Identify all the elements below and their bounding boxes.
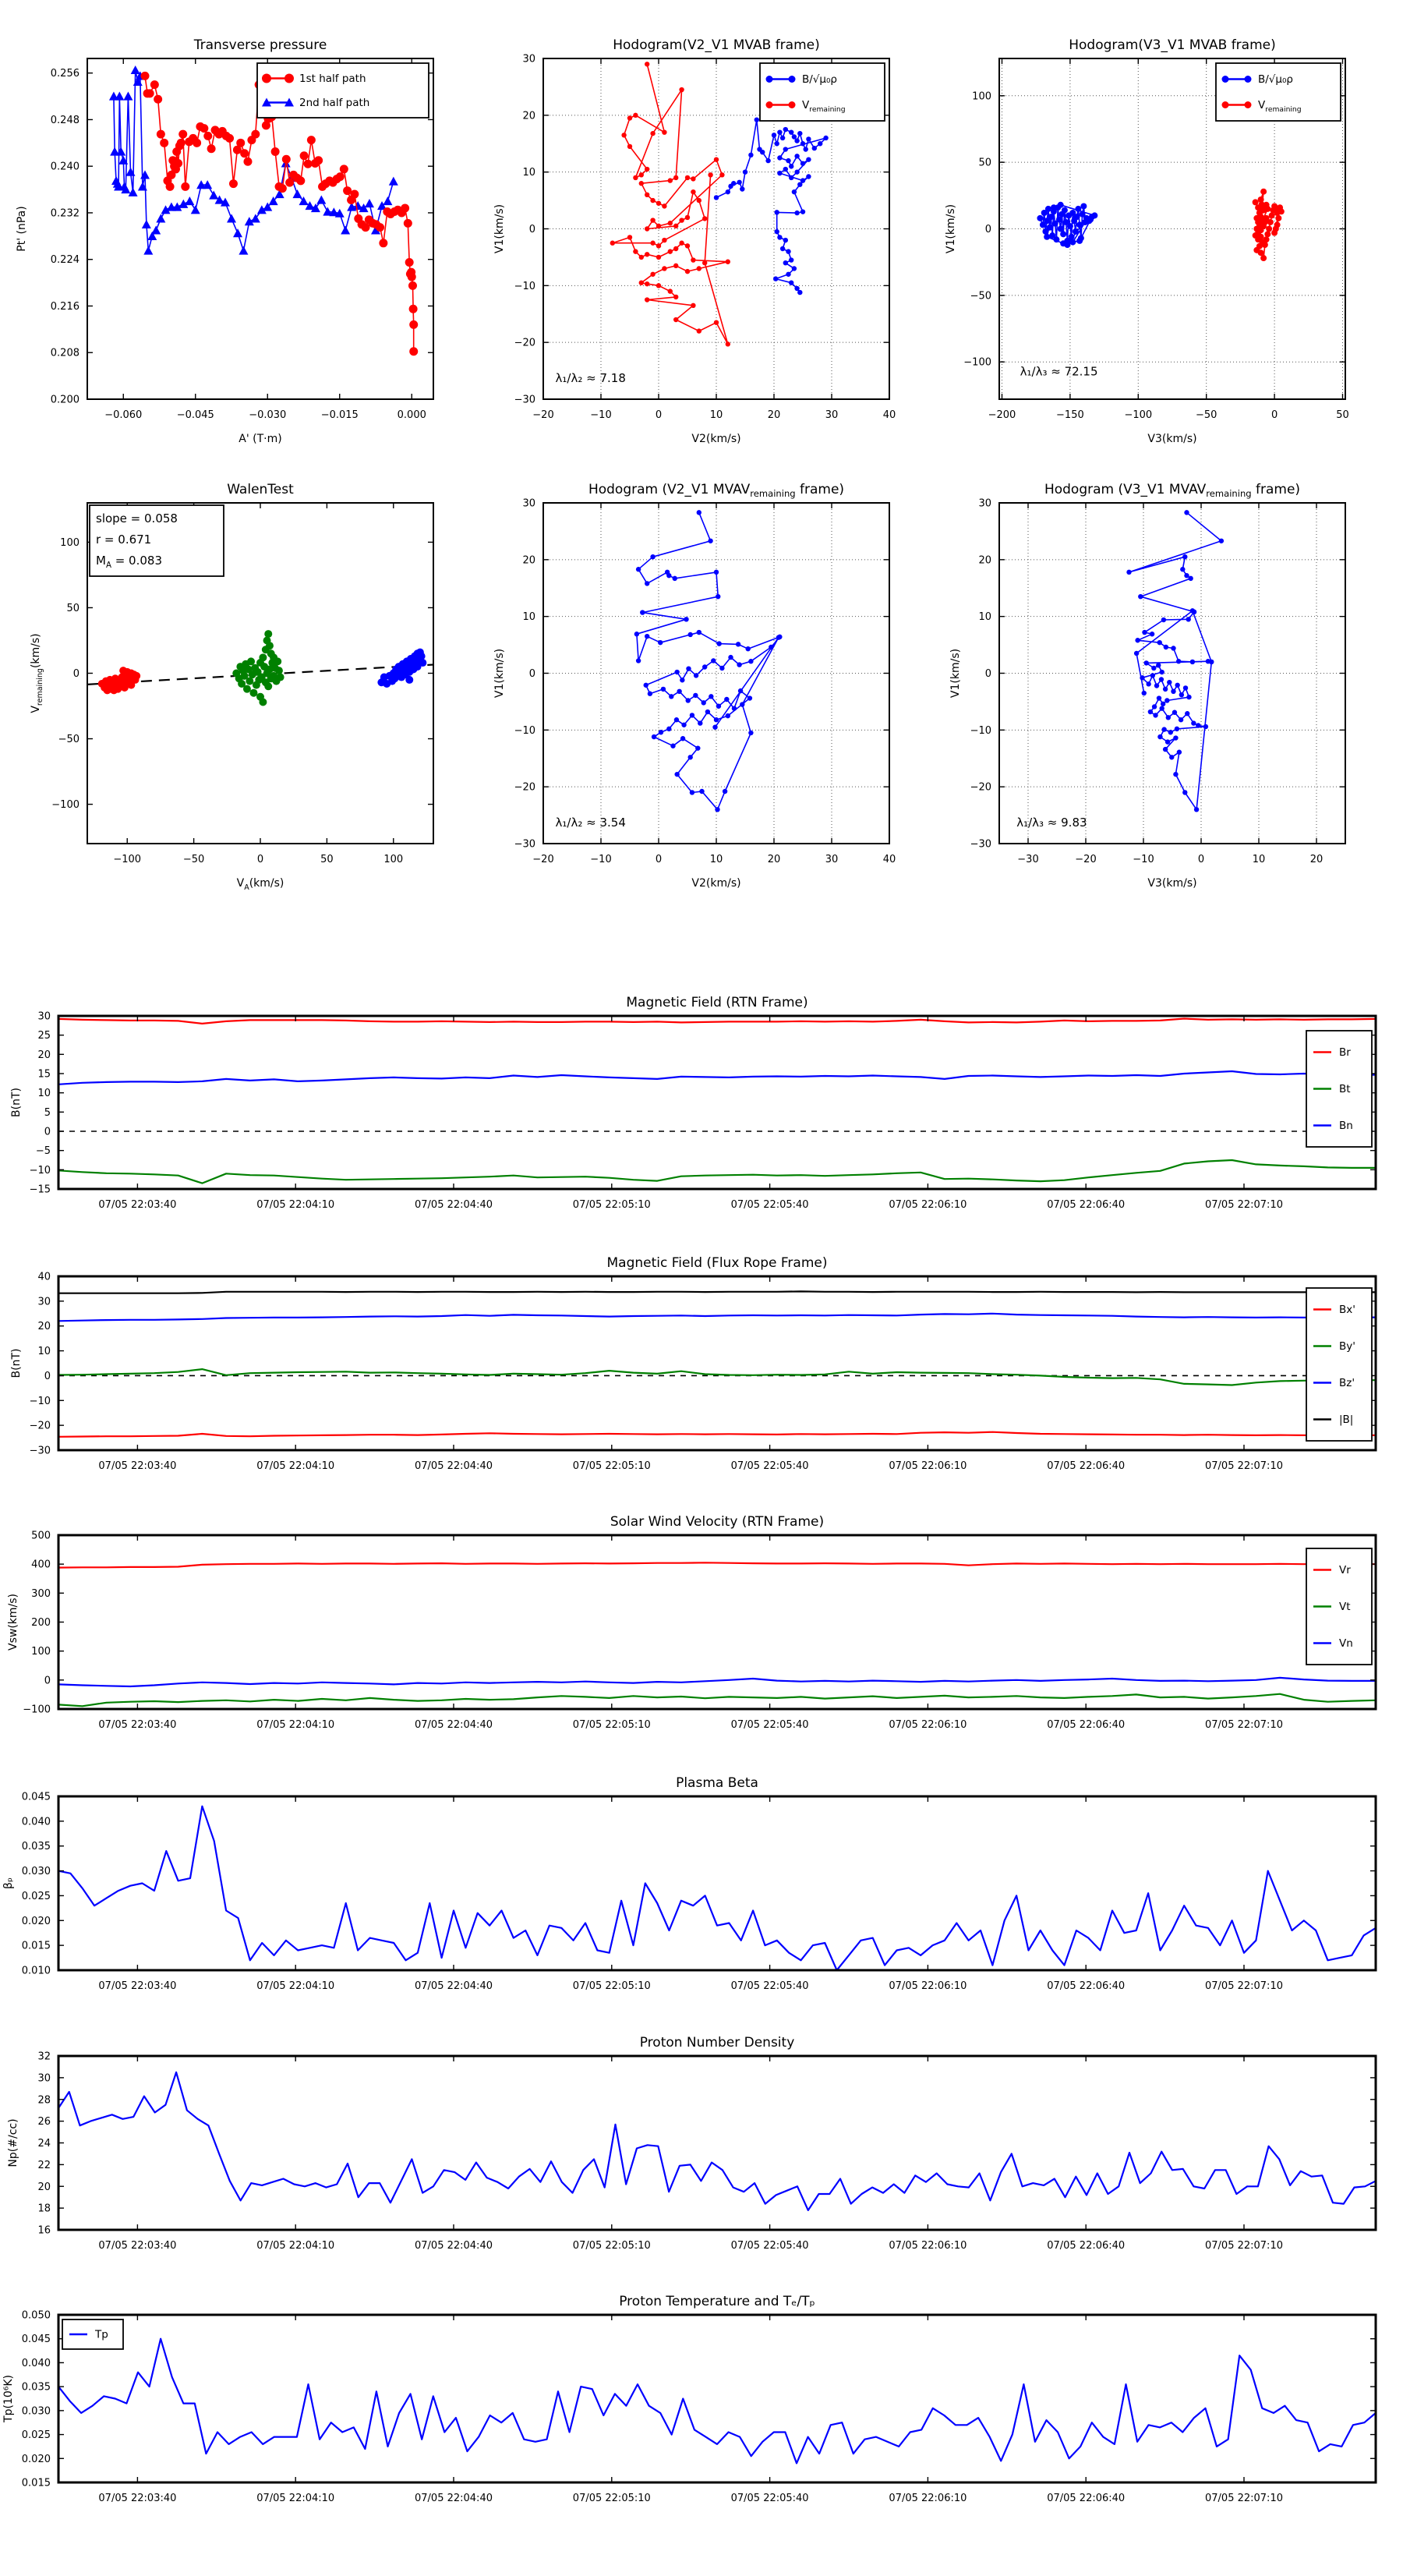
svg-text:0.045: 0.045 <box>21 1791 51 1803</box>
svg-text:0.025: 0.025 <box>21 1890 51 1902</box>
y-axis-label: Pt' (nPa) <box>16 206 28 252</box>
svg-text:−20: −20 <box>1075 854 1097 865</box>
chart-title: Solar Wind Velocity (RTN Frame) <box>610 1514 825 1530</box>
svg-text:0.035: 0.035 <box>21 1841 51 1853</box>
axes-box <box>58 1276 1376 1450</box>
legend <box>1216 63 1341 121</box>
svg-text:−30: −30 <box>514 394 535 406</box>
svg-text:07/05 22:05:10: 07/05 22:05:10 <box>572 2493 651 2504</box>
svg-text:0.208: 0.208 <box>50 347 80 359</box>
svg-text:07/05 22:04:10: 07/05 22:04:10 <box>256 1719 335 1731</box>
series-Bz' <box>58 1314 1376 1322</box>
x-axis-label: V2(km/s) <box>691 877 741 890</box>
svg-text:0.000: 0.000 <box>397 409 426 421</box>
tick-labels <box>22 1792 1283 1993</box>
chart-hodogram-v2v1-mvab <box>493 37 896 445</box>
svg-text:20: 20 <box>37 1049 51 1061</box>
y-axis-label: $V_{remaining}(km/s)$ <box>30 633 44 713</box>
chart-title: WalenTest <box>227 482 294 497</box>
svg-text:30: 30 <box>978 497 991 510</box>
svg-text:−50: −50 <box>182 854 205 865</box>
svg-text:30: 30 <box>522 53 535 65</box>
chart-proton-temperature <box>2 2294 1376 2504</box>
svg-text:0.040: 0.040 <box>21 2357 51 2369</box>
svg-text:0: 0 <box>528 224 535 235</box>
svg-text:−10: −10 <box>29 1395 51 1407</box>
svg-text:0: 0 <box>655 854 663 865</box>
chart-vsw-rtn <box>7 1514 1376 1731</box>
svg-text:200: 200 <box>31 1617 51 1629</box>
chart-transverse-pressure <box>16 37 433 445</box>
chart-title: Hodogram(V3_V1 MVAB frame) <box>1069 37 1276 53</box>
svg-text:−100: −100 <box>51 799 80 812</box>
chart-b-rtn <box>10 995 1376 1211</box>
svg-text:0: 0 <box>1197 854 1205 865</box>
svg-text:−10: −10 <box>514 724 535 737</box>
series-Tp <box>58 2339 1376 2464</box>
series-Np <box>58 2072 1376 2210</box>
svg-text:07/05 22:05:40: 07/05 22:05:40 <box>730 1980 809 1992</box>
x-axis-label: V3(km/s) <box>1147 433 1197 445</box>
svg-text:−100: −100 <box>23 1704 51 1716</box>
svg-text:−150: −150 <box>1056 409 1084 421</box>
legend-label: Vn <box>1339 1637 1353 1650</box>
svg-text:07/05 22:07:10: 07/05 22:07:10 <box>1205 1460 1283 1472</box>
series-B/sqrt(mu0 rho) <box>1037 202 1097 248</box>
svg-text:07/05 22:05:40: 07/05 22:05:40 <box>730 1460 809 1472</box>
svg-text:16: 16 <box>37 2224 51 2237</box>
ticks <box>58 1276 1376 1450</box>
svg-text:26: 26 <box>37 2116 51 2128</box>
series-layer <box>58 1019 1376 1184</box>
svg-text:100: 100 <box>383 854 404 865</box>
legend-label: Vt <box>1339 1601 1351 1613</box>
chart-hodogram-v3v1-mvav <box>949 482 1345 890</box>
svg-text:300: 300 <box>31 1587 51 1600</box>
annotation: λ₁/λ₂ ≈ 3.54 <box>555 816 626 830</box>
svg-text:−20: −20 <box>970 781 991 794</box>
ticks <box>999 503 1345 844</box>
svg-text:07/05 22:03:40: 07/05 22:03:40 <box>98 1719 177 1731</box>
x-axis-label: $V_A(km/s)$ <box>236 877 284 892</box>
svg-text:20: 20 <box>37 1321 51 1333</box>
y-axis-label: Np(#/cc) <box>7 2118 19 2167</box>
series-B/sqrt(mu0 rho) <box>714 117 829 295</box>
series-layer <box>58 2072 1376 2210</box>
svg-text:−20: −20 <box>532 409 554 421</box>
svg-text:20: 20 <box>522 554 535 567</box>
series-Bx' <box>58 1432 1376 1437</box>
y-axis-label: B(nT) <box>10 1088 23 1117</box>
series-Vn <box>58 1678 1376 1686</box>
svg-text:0.015: 0.015 <box>21 2477 51 2489</box>
ticks <box>58 1016 1376 1189</box>
svg-text:07/05 22:07:10: 07/05 22:07:10 <box>1205 2493 1283 2504</box>
chart-title: Magnetic Field (Flux Rope Frame) <box>606 1255 828 1271</box>
svg-text:07/05 22:03:40: 07/05 22:03:40 <box>98 2240 177 2252</box>
svg-text:500: 500 <box>31 1530 51 1542</box>
svg-text:50: 50 <box>66 602 80 614</box>
svg-text:07/05 22:03:40: 07/05 22:03:40 <box>98 1199 177 1211</box>
y-axis-label: V1(km/s) <box>493 203 506 254</box>
svg-text:−10: −10 <box>1133 854 1154 865</box>
series-layer <box>58 1562 1376 1706</box>
svg-text:0: 0 <box>984 668 991 680</box>
svg-text:0: 0 <box>655 409 663 421</box>
svg-text:07/05 22:06:40: 07/05 22:06:40 <box>1047 1980 1126 1992</box>
svg-text:07/05 22:04:10: 07/05 22:04:10 <box>256 2493 335 2504</box>
chart-title: Proton Number Density <box>639 2035 795 2051</box>
svg-text:0.045: 0.045 <box>21 2334 51 2346</box>
ticks <box>58 2056 1376 2230</box>
series-middle-interval <box>232 630 284 706</box>
series-Br <box>58 1019 1376 1024</box>
svg-text:0: 0 <box>528 668 535 680</box>
legend <box>1306 1548 1372 1665</box>
svg-text:100: 100 <box>60 536 80 549</box>
series-layer <box>634 510 783 812</box>
svg-text:07/05 22:06:10: 07/05 22:06:10 <box>889 2240 967 2252</box>
stats-line: $M_A = 0.083$ <box>96 554 162 570</box>
ticks <box>58 2315 1376 2482</box>
svg-text:07/05 22:06:40: 07/05 22:06:40 <box>1047 1199 1126 1211</box>
svg-text:07/05 22:04:10: 07/05 22:04:10 <box>256 2240 335 2252</box>
svg-text:07/05 22:04:40: 07/05 22:04:40 <box>415 1719 493 1731</box>
svg-text:07/05 22:05:40: 07/05 22:05:40 <box>730 2240 809 2252</box>
svg-text:07/05 22:04:40: 07/05 22:04:40 <box>415 2493 493 2504</box>
chart-proton-density <box>7 2035 1376 2252</box>
svg-text:30: 30 <box>37 1296 51 1308</box>
svg-text:0.030: 0.030 <box>21 2405 51 2418</box>
chart-title: Magnetic Field (RTN Frame) <box>626 995 808 1010</box>
series-By' <box>58 1369 1376 1385</box>
tick-labels <box>51 537 403 865</box>
annotation: λ₁/λ₂ ≈ 7.18 <box>555 371 626 386</box>
svg-text:−10: −10 <box>514 280 535 292</box>
svg-text:07/05 22:03:40: 07/05 22:03:40 <box>98 2493 177 2504</box>
svg-text:07/05 22:05:10: 07/05 22:05:10 <box>572 1719 651 1731</box>
svg-text:0.200: 0.200 <box>50 394 80 406</box>
tick-labels <box>514 498 896 866</box>
svg-text:07/05 22:05:40: 07/05 22:05:40 <box>730 1719 809 1731</box>
svg-text:−5: −5 <box>35 1145 51 1158</box>
axes-box <box>58 2315 1376 2482</box>
annotation: λ₁/λ₃ ≈ 72.15 <box>1020 364 1098 379</box>
chart-hodogram-v3v1-mvab <box>945 37 1349 445</box>
svg-text:0.015: 0.015 <box>21 1940 51 1952</box>
axes-box <box>58 1016 1376 1189</box>
svg-text:07/05 22:04:10: 07/05 22:04:10 <box>256 1460 335 1472</box>
svg-text:20: 20 <box>37 2181 51 2193</box>
series-Vr <box>58 1562 1376 1567</box>
series-V_remaining <box>610 62 730 346</box>
svg-text:100: 100 <box>31 1646 51 1658</box>
svg-text:07/05 22:05:10: 07/05 22:05:10 <box>572 2240 651 2252</box>
svg-text:50: 50 <box>978 157 991 169</box>
tick-labels <box>30 1272 1283 1473</box>
svg-text:07/05 22:07:10: 07/05 22:07:10 <box>1205 2240 1283 2252</box>
series-V_remaining <box>1253 189 1285 261</box>
svg-text:10: 10 <box>1252 854 1266 865</box>
chart-title: Proton Temperature and Tₑ/Tₚ <box>619 2294 815 2309</box>
series-Bn <box>58 1071 1376 1085</box>
series-layer <box>58 1291 1376 1436</box>
svg-text:10: 10 <box>709 854 723 865</box>
chart-title: Hodogram(V2_V1 MVAB frame) <box>613 37 820 53</box>
stats-line: r = 0.671 <box>96 533 152 547</box>
svg-text:0.040: 0.040 <box>21 1816 51 1828</box>
svg-text:07/05 22:05:40: 07/05 22:05:40 <box>730 2493 809 2504</box>
legend-label: |B| <box>1339 1414 1354 1426</box>
y-axis-label: V1(km/s) <box>949 648 962 699</box>
svg-text:40: 40 <box>37 1271 51 1283</box>
chart-b-fluxrope <box>10 1255 1376 1472</box>
svg-text:0: 0 <box>44 1675 51 1687</box>
legend-label: Bz' <box>1339 1377 1355 1389</box>
legend-label: 1st half path <box>299 73 366 85</box>
legend <box>257 63 429 118</box>
chart-title: Hodogram (V3_V1 $MVAV_{remaining}$ frame) <box>1044 482 1301 499</box>
svg-text:0.020: 0.020 <box>21 1915 51 1927</box>
svg-text:−100: −100 <box>963 356 991 369</box>
svg-text:07/05 22:05:10: 07/05 22:05:10 <box>572 1199 651 1211</box>
svg-text:15: 15 <box>37 1068 51 1081</box>
grid <box>543 503 889 844</box>
svg-text:−50: −50 <box>970 290 991 303</box>
legend-label: Vr <box>1339 1564 1351 1576</box>
svg-text:50: 50 <box>320 854 334 865</box>
svg-text:07/05 22:06:10: 07/05 22:06:10 <box>889 1980 967 1992</box>
svg-text:10: 10 <box>37 1346 51 1358</box>
x-axis-label: V3(km/s) <box>1147 877 1197 890</box>
ticks <box>543 503 889 844</box>
series-Bt <box>58 1160 1376 1184</box>
legend <box>62 2319 123 2349</box>
series-V <box>634 510 783 812</box>
svg-text:0.248: 0.248 <box>50 114 80 126</box>
svg-text:07/05 22:04:40: 07/05 22:04:40 <box>415 1980 493 1992</box>
legend-label: B/√μ₀ρ <box>1258 73 1293 86</box>
series-last-interval <box>377 649 426 688</box>
chart-plasma-beta <box>2 1775 1376 1992</box>
svg-text:25: 25 <box>37 1030 51 1042</box>
svg-text:−100: −100 <box>1124 409 1153 421</box>
svg-text:0: 0 <box>44 1370 51 1382</box>
svg-text:−100: −100 <box>113 854 142 865</box>
svg-text:10: 10 <box>978 611 991 624</box>
svg-text:0.020: 0.020 <box>21 2453 51 2465</box>
svg-text:0.050: 0.050 <box>21 2309 51 2322</box>
stats-line: slope = 0.058 <box>96 511 178 525</box>
axes-box <box>543 503 889 844</box>
y-axis-label: B(nT) <box>10 1348 23 1378</box>
svg-text:0.025: 0.025 <box>21 2429 51 2442</box>
svg-text:20: 20 <box>767 854 781 865</box>
svg-text:−10: −10 <box>970 724 991 737</box>
legend <box>760 63 885 121</box>
series-layer <box>1126 510 1224 812</box>
svg-text:07/05 22:06:10: 07/05 22:06:10 <box>889 1719 967 1731</box>
series-beta_p <box>58 1806 1376 1970</box>
svg-text:07/05 22:03:40: 07/05 22:03:40 <box>98 1460 177 1472</box>
svg-text:−0.060: −0.060 <box>104 409 143 421</box>
svg-text:07/05 22:04:10: 07/05 22:04:10 <box>256 1199 335 1211</box>
svg-text:07/05 22:07:10: 07/05 22:07:10 <box>1205 1980 1283 1992</box>
chart-title: Hodogram (V2_V1 $MVAV_{remaining}$ frame) <box>588 482 845 499</box>
svg-text:28: 28 <box>37 2094 51 2107</box>
chart-title: Transverse pressure <box>193 37 327 53</box>
svg-text:0: 0 <box>984 224 991 235</box>
legend <box>1306 1031 1372 1147</box>
svg-text:32: 32 <box>37 2051 51 2063</box>
svg-text:0.216: 0.216 <box>50 300 80 313</box>
axes-box <box>999 503 1345 844</box>
y-axis-label: βₚ <box>2 1877 15 1889</box>
svg-text:40: 40 <box>882 409 896 421</box>
x-axis-label: A' (T·m) <box>239 433 282 445</box>
svg-text:07/05 22:06:40: 07/05 22:06:40 <box>1047 1719 1126 1731</box>
svg-text:20: 20 <box>1309 854 1323 865</box>
svg-text:400: 400 <box>31 1559 51 1571</box>
svg-text:24: 24 <box>37 2138 51 2150</box>
svg-text:−20: −20 <box>514 337 535 349</box>
axes-box <box>58 2056 1376 2230</box>
svg-text:−20: −20 <box>29 1420 51 1432</box>
svg-text:−30: −30 <box>1017 854 1039 865</box>
svg-text:−0.015: −0.015 <box>320 409 359 421</box>
series-layer <box>1037 189 1284 261</box>
svg-text:07/05 22:06:40: 07/05 22:06:40 <box>1047 1460 1126 1472</box>
svg-text:50: 50 <box>1336 409 1349 421</box>
svg-text:20: 20 <box>767 409 781 421</box>
legend-label: Tp <box>95 2328 108 2341</box>
svg-text:0.035: 0.035 <box>21 2381 51 2394</box>
x-axis-label: V2(km/s) <box>691 433 741 445</box>
svg-text:5: 5 <box>44 1106 51 1119</box>
svg-text:18: 18 <box>37 2203 51 2215</box>
y-axis-label: V1(km/s) <box>493 648 506 699</box>
y-axis-label: Vsw(km/s) <box>7 1593 19 1651</box>
legend-label: 2nd half path <box>299 97 370 109</box>
svg-text:07/05 22:06:40: 07/05 22:06:40 <box>1047 2493 1126 2504</box>
legend-label: Bx' <box>1339 1304 1355 1316</box>
ticks <box>58 1796 1376 1970</box>
svg-text:0: 0 <box>1270 409 1278 421</box>
tick-labels <box>51 68 426 421</box>
svg-text:−0.030: −0.030 <box>249 409 287 421</box>
svg-text:10: 10 <box>37 1088 51 1100</box>
svg-text:22: 22 <box>37 2159 51 2171</box>
svg-text:40: 40 <box>882 854 896 865</box>
svg-text:−10: −10 <box>590 409 612 421</box>
series-|B| <box>58 1291 1376 1293</box>
svg-text:07/05 22:05:10: 07/05 22:05:10 <box>572 1980 651 1992</box>
legend-label: Br <box>1339 1046 1351 1059</box>
svg-text:−20: −20 <box>514 781 535 794</box>
svg-text:07/05 22:04:40: 07/05 22:04:40 <box>415 1199 493 1211</box>
series-V <box>1126 510 1224 812</box>
y-axis-label: V1(km/s) <box>945 203 957 254</box>
svg-text:07/05 22:06:40: 07/05 22:06:40 <box>1047 2240 1126 2252</box>
svg-text:07/05 22:07:10: 07/05 22:07:10 <box>1205 1199 1283 1211</box>
svg-text:30: 30 <box>37 2072 51 2085</box>
series-layer <box>58 1806 1376 1970</box>
series-first-interval <box>98 667 140 694</box>
legend-label: $V_{remaining}$ <box>802 99 846 114</box>
svg-text:07/05 22:07:10: 07/05 22:07:10 <box>1205 1719 1283 1731</box>
svg-text:07/05 22:05:10: 07/05 22:05:10 <box>572 1460 651 1472</box>
svg-text:30: 30 <box>825 854 839 865</box>
chart-walen-test <box>30 482 433 892</box>
svg-text:−15: −15 <box>29 1184 51 1196</box>
svg-text:07/05 22:06:10: 07/05 22:06:10 <box>889 1460 967 1472</box>
svg-text:0.030: 0.030 <box>21 1866 51 1878</box>
svg-text:20: 20 <box>522 110 535 122</box>
svg-text:30: 30 <box>825 409 839 421</box>
svg-text:20: 20 <box>978 554 991 567</box>
svg-text:30: 30 <box>37 1010 51 1023</box>
series-layer <box>58 2339 1376 2464</box>
svg-text:07/05 22:04:10: 07/05 22:04:10 <box>256 1980 335 1992</box>
svg-text:−30: −30 <box>514 838 535 851</box>
svg-text:0.256: 0.256 <box>50 68 80 80</box>
svg-text:0.224: 0.224 <box>50 254 80 267</box>
tick-labels <box>37 2051 1283 2252</box>
svg-text:07/05 22:06:10: 07/05 22:06:10 <box>889 2493 967 2504</box>
svg-text:−30: −30 <box>29 1445 51 1457</box>
svg-text:07/05 22:04:40: 07/05 22:04:40 <box>415 1460 493 1472</box>
svg-text:−200: −200 <box>988 409 1016 421</box>
svg-text:−20: −20 <box>532 854 554 865</box>
svg-text:10: 10 <box>709 409 723 421</box>
axes-box <box>58 1796 1376 1970</box>
svg-text:−0.045: −0.045 <box>176 409 214 421</box>
svg-text:0.232: 0.232 <box>50 207 80 220</box>
svg-text:07/05 22:06:10: 07/05 22:06:10 <box>889 1199 967 1211</box>
svg-text:−10: −10 <box>29 1164 51 1177</box>
legend-label: By' <box>1339 1340 1355 1353</box>
svg-text:07/05 22:04:40: 07/05 22:04:40 <box>415 2240 493 2252</box>
chart-hodogram-v2v1-mvav <box>493 482 896 890</box>
grid <box>999 503 1345 844</box>
legend <box>1306 1288 1372 1441</box>
svg-text:−10: −10 <box>590 854 612 865</box>
legend-label: $V_{remaining}$ <box>1258 99 1302 114</box>
series-Vt <box>58 1694 1376 1707</box>
svg-text:100: 100 <box>972 90 991 103</box>
legend-label: Bt <box>1339 1083 1351 1095</box>
svg-text:−30: −30 <box>970 838 991 851</box>
svg-text:07/05 22:05:40: 07/05 22:05:40 <box>730 1199 809 1211</box>
svg-text:0: 0 <box>72 668 80 680</box>
svg-text:−50: −50 <box>1195 409 1217 421</box>
svg-text:10: 10 <box>522 167 535 179</box>
legend-label: Bn <box>1339 1120 1353 1132</box>
svg-text:0: 0 <box>44 1126 51 1138</box>
svg-text:0: 0 <box>256 854 264 865</box>
svg-text:07/05 22:03:40: 07/05 22:03:40 <box>98 1980 177 1992</box>
svg-text:0.240: 0.240 <box>50 161 80 173</box>
svg-text:30: 30 <box>522 497 535 510</box>
legend-label: B/√μ₀ρ <box>802 73 837 86</box>
annotation: λ₁/λ₃ ≈ 9.83 <box>1016 816 1087 830</box>
y-axis-label: Tp(10⁶K) <box>2 2375 15 2422</box>
svg-text:0.010: 0.010 <box>21 1965 51 1977</box>
svg-text:10: 10 <box>522 611 535 624</box>
svg-text:−50: −50 <box>58 734 80 746</box>
chart-title: Plasma Beta <box>676 1775 758 1791</box>
